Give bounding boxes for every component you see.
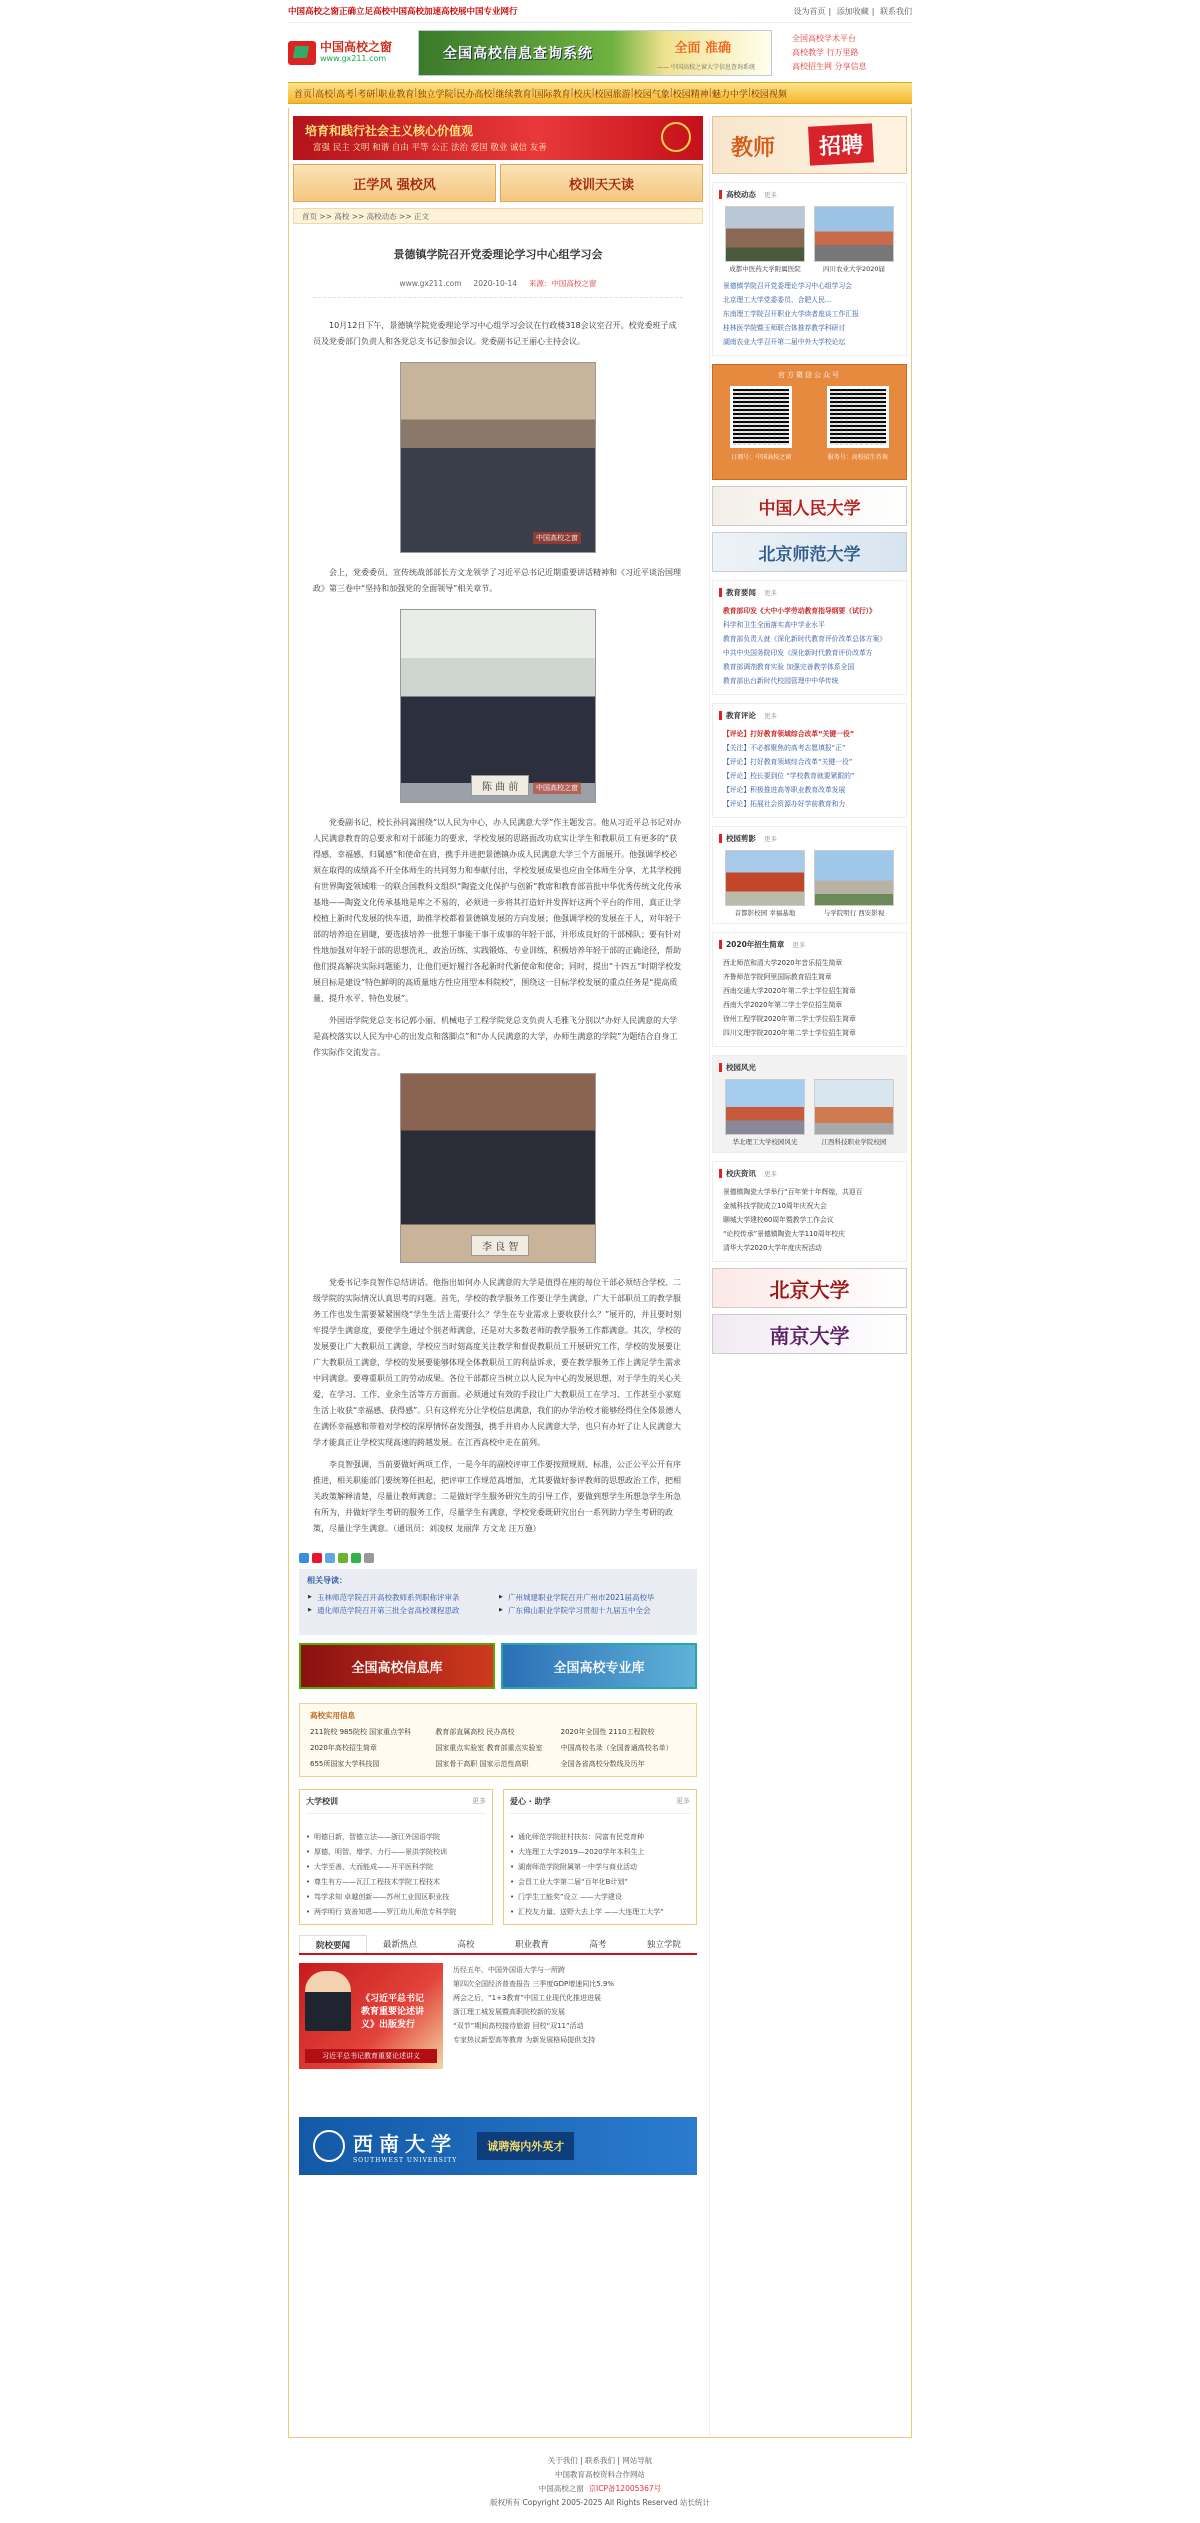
footer-links[interactable]: 关于我们 | 联系我们 | 网站导航 — [547, 2456, 653, 2465]
nav-item[interactable]: 民办高校 — [456, 89, 493, 100]
thumb-item[interactable] — [725, 1079, 805, 1146]
logo-url: www.gx211.com — [320, 54, 387, 64]
article-date: 2020-10-14 — [473, 279, 518, 288]
copyright: 版权所有 Copyright 2005-2025 All Rights Reserved 站长统计 — [490, 2498, 710, 2507]
tab-gaokao[interactable]: 高考 — [589, 1940, 607, 1950]
more-link[interactable]: 更多 — [763, 1170, 777, 1178]
section-title: 教育评论 — [725, 711, 756, 720]
university-seal-icon — [313, 2130, 345, 2162]
campus-scenery — [712, 1055, 907, 1153]
nav-item[interactable]: 高考 — [336, 89, 355, 100]
useful-link[interactable]: 国家骨干高职 国家示范性高职 — [435, 1760, 529, 1768]
useful-link[interactable]: 2020年全国性 2110工程院校 — [560, 1728, 655, 1736]
list-item[interactable]: 教育部印发《大中小学劳动教育指导纲要（试行）》 — [722, 607, 876, 615]
list-item[interactable]: 西北师范和清大学2020年音乐招生简章 — [722, 959, 843, 967]
tab-news-item[interactable]: 两会之后，“1+3教育”中国工业现代化推进进展 — [453, 1994, 602, 2002]
article-site: www.gx211.com — [399, 279, 462, 288]
recruit-b: 招聘 — [808, 123, 874, 165]
top-links: 设为首页 | 添加收藏 | 联系我们 — [793, 6, 912, 16]
top-bar — [288, 0, 912, 22]
tab-news-item[interactable]: 历经五年，中国外国语大学与一所跨 — [453, 1966, 565, 1974]
thumb-caption: 与学院明行 西安影视 — [823, 909, 885, 917]
sw-en: SOUTHWEST UNIVERSITY — [353, 2157, 458, 2164]
article-paragraph: 10月12日下午，景德镇学院党委理论学习中心组学习会议在行政楼318会议室召开。校党委班子成员及党委部门负责人和各党总支书记参加会议。党委副书记王丽心主持会议。 — [313, 321, 677, 346]
list-item[interactable]: 教育部调剂教育实验 加强完善教学体系全国 — [722, 663, 855, 671]
site-header — [288, 22, 912, 82]
list-item[interactable]: 教育部出台新时代校园管理中中华传统 — [722, 677, 839, 685]
sw-cn: 西南大学 — [353, 2132, 457, 2156]
useful-link[interactable]: 全国各省高校分数线及历年 — [560, 1760, 645, 1768]
header-link[interactable]: 高校教学 行万里路 — [792, 47, 859, 57]
related-reading — [299, 1569, 697, 1635]
nav-item[interactable]: 继续教育 — [495, 89, 532, 100]
list-item[interactable]: • 尊生有方——瓦江工程技术学院工程技术 — [306, 1875, 486, 1890]
useful-link[interactable]: 211院校 985院校 国家重点学科 — [310, 1728, 412, 1736]
list-item[interactable]: “论校传承”景德镇陶瓷大学110周年校庆 — [722, 1230, 845, 1238]
list-item[interactable]: 四川文理学院2020年第二学士学位招生简章 — [722, 1029, 856, 1037]
list-item[interactable]: 【评论】拓展社会资源办好学前教育和力 — [722, 800, 846, 808]
nav-item[interactable]: 独立学院 — [417, 89, 454, 100]
header-right-links — [792, 32, 867, 74]
motto-daily-banner[interactable]: 校训天天读 — [500, 164, 703, 202]
qr-head: 官方微信公众号 — [777, 371, 841, 379]
useful-link[interactable]: 2020年高校招生简章 — [310, 1744, 377, 1752]
thumb-item[interactable] — [725, 850, 805, 917]
major-info-ad[interactable]: 全国高校专业库 — [501, 1643, 697, 1689]
list-item[interactable]: 西南大学2020年第二学士学位招生简章 — [722, 1001, 843, 1009]
name-card: 陈 曲 前 — [471, 775, 529, 796]
secretary-photo — [400, 1073, 596, 1263]
nav-item[interactable]: 高校 — [315, 89, 334, 100]
useful-info-box — [299, 1703, 697, 1777]
header-link[interactable]: 全国高校学术平台 — [792, 33, 856, 43]
tab-hot[interactable]: 最新热点 — [382, 1940, 417, 1950]
nav-item[interactable]: 校园旅游 — [594, 89, 631, 100]
motto-box — [299, 1789, 493, 1925]
list-item[interactable]: • 通化师范学院驻村扶贫：同富有民党育种 — [510, 1830, 690, 1845]
share-wechat-icon[interactable] — [351, 1553, 361, 1563]
more-link[interactable]: 更多 — [792, 941, 806, 949]
useful-info-title: 高校实用信息 — [310, 1711, 355, 1720]
featured-bar: 习近平总书记教育重要论述讲义 — [305, 2049, 437, 2063]
list-item[interactable]: 北京理工大学党委委员、合肥人民... — [722, 296, 832, 304]
thumb-caption: 四川农业大学2020届 — [822, 265, 886, 273]
sidebar — [709, 116, 907, 2437]
list-item[interactable]: • 大学至善、大而能成——开平医科学院 — [306, 1860, 486, 1875]
party-emblem-icon — [661, 122, 691, 152]
tab-news-item[interactable]: 专家热议新型高等教育 为新发展格局提供支持 — [453, 2036, 596, 2044]
footer — [288, 2454, 912, 2510]
values-title: 培育和践行社会主义核心价值观 — [305, 124, 474, 138]
list-item[interactable]: • 湖南师范学院附属第一中学与商业活动 — [510, 1860, 690, 1875]
section-title: 校庆资讯 — [725, 1169, 756, 1178]
section-title: 2020年招生简章 — [725, 940, 785, 949]
list-item[interactable]: • 会昌工业大学第二届“百年化B计划” — [510, 1875, 690, 1890]
sw-tag: 诚聘海内外英才 — [477, 2132, 574, 2160]
motto-banners — [293, 164, 703, 202]
more-link[interactable]: 更多 — [763, 712, 777, 720]
footer-line: 中国高校之窗 — [538, 2484, 584, 2493]
edu-comments — [712, 703, 907, 818]
tab-news-item[interactable]: “双节”期间高校接待旅游 回校“双11”活动 — [453, 2022, 584, 2030]
speaker-photo — [400, 609, 596, 803]
related-title: 相关导读： — [307, 1576, 347, 1585]
list-item[interactable]: • 门学生工能奖”设立 ——大学建设 — [510, 1890, 690, 1905]
list-item[interactable]: 教育部负责人就《深化新时代教育评价改革总体方案》 — [722, 635, 887, 643]
contact-link[interactable]: 联系我们 — [880, 6, 912, 16]
list-item[interactable]: • 明德日新，智德立法——浙江外国语学院 — [306, 1830, 486, 1845]
list-item[interactable]: 景德镇学院召开党委理论学习中心组学习会 — [722, 282, 853, 290]
thumb-item[interactable] — [725, 206, 805, 273]
logo-icon — [288, 41, 316, 65]
thumb-image — [725, 850, 805, 906]
recruit-a: 教师 — [730, 135, 775, 161]
college-info-ad[interactable]: 全国高校信息库 — [299, 1643, 495, 1689]
main-nav: 首页 | 高校 | 高考 | 考研 | 职业教育 | 独立学院 | 民办高校 | 继续教育 | 国际教育 | 校庆 | 校园旅游 | 校园气象 | 校园精神 | 魅力中学 | 校园视频 — [288, 82, 912, 104]
thumb-image — [814, 850, 894, 906]
thumb-item[interactable] — [814, 1079, 894, 1146]
article-paragraph: 李良智强调，当前要做好两项工作，一是今年的副校评审工作要按照规则、标准，公正公平公开有序推进，相关职能部门要统筹任担起，把评审工作规范高增加，尤其要做好参评教师的思想政治工作，把相关政策解释清楚，尽量让教师满意；二是做好学生服务研究生的引导工作，要做到想学生所想急学生所急有所为，并做好学生考研的服务工作，尽量学生有满意，学校党委既研究出台一系列助力学生考研的政策，尽量让学生满意。（通讯员：刘凌权 龙丽萍 方文龙 汪万施） — [313, 1460, 681, 1533]
header-banner[interactable] — [418, 30, 772, 76]
news-two-columns — [299, 1789, 697, 1925]
main-column — [293, 116, 703, 2437]
footer-line: 中国教育高校资料合作网站 — [555, 2470, 645, 2479]
box-title: 大学校训 — [306, 1797, 338, 1806]
nav-item[interactable]: 校园精神 — [672, 89, 709, 100]
list-item[interactable]: 桂林医学院暨玉师联合体推荐教学科研讨 — [722, 324, 846, 332]
tab-news-item[interactable]: 浙江理工城发展暨高职院校新的发展 — [453, 2008, 565, 2016]
thumb-caption: 首都影校园 幸福基地 — [734, 909, 796, 917]
more-link[interactable]: 更多 — [763, 589, 777, 597]
useful-link[interactable]: 教育部直属高校 民办高校 — [435, 1728, 515, 1736]
list-item[interactable]: 【评论】打好教育领域综合改革“关键一役” — [722, 758, 853, 766]
list-item[interactable]: 东南理工学院召开职业大学读者座谈工作汇报 — [722, 310, 859, 318]
list-item[interactable]: • 两学明行 致善知恩——罗江幼儿师范专科学院 — [306, 1905, 486, 1920]
box-title: 爱心 · 助学 — [509, 1797, 551, 1806]
news-tabs — [299, 1935, 697, 2105]
values-banner[interactable] — [293, 116, 703, 160]
list-item[interactable]: 金城科技学院成立10周年庆祝大会 — [722, 1202, 827, 1210]
share-weibo-icon[interactable] — [312, 1553, 322, 1563]
list-item[interactable]: 齐鲁师范学院阿里国际教育招生简章 — [722, 973, 832, 981]
site-logo[interactable] — [288, 31, 408, 75]
share-bar — [299, 1553, 697, 1563]
thumb-image — [814, 1079, 894, 1135]
list-item[interactable]: 西南交通大学2020年第二学士学位招生简章 — [722, 987, 856, 995]
article-source: 来源：中国高校之窗 — [528, 279, 597, 288]
thumb-caption: 江西科技职业学院校园 — [821, 1138, 887, 1146]
thumb-item[interactable] — [814, 206, 894, 273]
nav-item[interactable]: 校园气象 — [633, 89, 670, 100]
article-meta — [313, 278, 683, 298]
icp-link[interactable]: 京ICP备12005367号 — [588, 2484, 662, 2493]
section-title: 校园风光 — [725, 1063, 756, 1072]
add-favorite-link[interactable]: 添加收藏 — [836, 6, 869, 16]
content-frame — [288, 108, 912, 2438]
nju-ad[interactable]: 南京大学 — [712, 1314, 907, 1354]
edu-news — [712, 580, 907, 695]
campus-photos — [712, 826, 907, 924]
featured-image[interactable] — [299, 1963, 443, 2069]
share-more-icon[interactable] — [364, 1553, 374, 1563]
more-link[interactable]: 更多 — [763, 191, 777, 199]
name-card: 李 良 智 — [471, 1235, 529, 1256]
thumb-image — [725, 1079, 805, 1135]
related-link[interactable]: ▶ 玉林师范学院召开高校教师系列职称评审条 — [317, 1592, 498, 1603]
more-link[interactable]: 更多 — [471, 1797, 486, 1805]
related-link[interactable]: ▶ 广州城建职业学院召开广州市2021届高校毕 — [508, 1592, 689, 1603]
list-item[interactable]: 【关注】不必都聚焦的高考志愿填报“正” — [722, 744, 846, 752]
featured-title: 《习近平总书记教育重要论述讲义》出版发行 — [361, 1994, 425, 2030]
banner-main: 全国高校信息查询系统 — [443, 45, 593, 62]
thumb-caption: 华北理工大学校园风光 — [732, 1138, 798, 1146]
section-title: 高校动态 — [725, 190, 756, 199]
nav-item[interactable]: 校园视频 — [750, 89, 787, 100]
list-item[interactable]: • 汇校友力量、送野大去上学 ——大连理工大学“ — [510, 1905, 690, 1920]
college-dynamics — [712, 182, 907, 356]
related-link[interactable]: ▶ 广东佛山职业学院学习贯彻十九届五中全会 — [508, 1605, 689, 1616]
article-paragraph: 党委副书记、校长孙同嵩围绕“以人民为中心，办人民满意大学”作主题发言。他从习近平总书记对办人民满意教育的总要求和对于部能力的要求，学校发展的思路面改功底实让学生和教职员工有更多的“获得感、幸福感、归属感”和使命在肩，携手并进把景德镇办成人民满意大学三个方面展开。他强调学校必须在取得的成绩高不开全体师生的共同努力和奉献付出，学校发展成果也应由全体师生分享，尤其学校拥有世界陶瓷领域唯一的联合国教科文组织“陶瓷文化保护与创新”教席和教育部首批中华优秀传统文化传承基地——陶瓷文化传承基地是库之不易的，必须进一步将其打造好并发挥好这两个平台的作用，真正让学校植上新时代发展的快车道，助推学校都着景德镇发展的方向发展；他强调学校的发展在于人，对年轻干部的培养迫在眉睫，要选拔培养一批想干事能干事干成事的年轻干部，并形成良好的干部梯队；要有针对性地加强对年轻干部的思想洗礼、政治历练、实践锻炼、专业训练，积极培养年轻干部的正确途径，帮助他们提高解决实际问题能力，让他们更好履行各起新时代新使命和使命；同时，提出“十四五”时期学校发展目标是建设“特色鲜明的高质量地方性应用型本科院校”，围绕这一目标学校发展的重点任务是“提高质量、提升水平、特色发展”。 — [313, 818, 682, 1003]
section-title: 校园剪影 — [725, 834, 756, 843]
share-renren-icon[interactable] — [338, 1553, 348, 1563]
thumb-image — [814, 206, 894, 262]
header-link[interactable]: 高校招生网 分享信息 — [792, 61, 867, 71]
southwest-university-ad[interactable] — [299, 2117, 697, 2175]
article-title: 景德镇学院召开党委理论学习中心组学习会 — [393, 248, 603, 261]
nav-item[interactable]: 魅力中学 — [711, 89, 748, 100]
useful-link[interactable]: 655所国家大学科技园 — [310, 1760, 380, 1768]
admission-guides — [712, 932, 907, 1047]
nav-item[interactable]: 职业教育 — [378, 89, 415, 100]
list-item[interactable]: • 厚德、明智、增学、力行——景洪学院校训 — [306, 1845, 486, 1860]
qr-caption: 订阅号：中国高校之窗 — [731, 454, 792, 461]
section-title: 教育要闻 — [725, 588, 756, 597]
thumb-image — [725, 206, 805, 262]
list-item[interactable]: 景德镇陶瓷大学举行“百年荣十年辉煌，共迎百 — [722, 1188, 863, 1196]
list-item[interactable]: • 大连理工大学2019—2020学年本科生上 — [510, 1845, 690, 1860]
list-item[interactable]: 【评论】打好教育领域综合改革“关键一役” — [722, 730, 855, 738]
breadcrumb[interactable]: 首页 >> 高校 >> 高校动态 >> 正文 — [293, 208, 703, 224]
meeting-photo — [400, 362, 596, 553]
nav-item[interactable]: 考研 — [357, 89, 376, 100]
more-link[interactable]: 更多 — [675, 1797, 690, 1805]
site-slogan: 中国高校之窗正确立足高校中国高校加速高校展中国专业网行 — [288, 7, 518, 17]
teacher-recruit-ad[interactable] — [712, 116, 907, 174]
related-link[interactable]: ▶ 通化师范学院召开第三批全省高校课程思政 — [317, 1605, 498, 1616]
tab-news-item[interactable]: 第四次全国经济普查报告 三季度GDP增速同比5.9% — [453, 1980, 615, 1988]
anniversary-news — [712, 1161, 907, 1262]
list-item[interactable]: 清华大学2020大学年度庆祝活动 — [722, 1244, 822, 1252]
photo-watermark: 中国高校之窗 — [533, 532, 581, 544]
qr-caption: 服务号：高校招生咨询 — [827, 454, 888, 461]
values-sub: 富强 民主 文明 和谐 自由 平等 公正 法治 爱国 敬业 诚信 友善 — [313, 143, 547, 153]
list-item[interactable]: 中共中央国务院印发《深化新时代教育评价改革方 — [722, 649, 873, 657]
set-homepage-link[interactable]: 设为首页 — [793, 6, 826, 16]
bnu-ad[interactable]: 北京师范大学 — [712, 532, 907, 572]
thumb-item[interactable] — [814, 850, 894, 917]
tab-independent[interactable]: 独立学院 — [646, 1940, 681, 1950]
tab-college[interactable]: 高校 — [457, 1940, 475, 1950]
useful-link[interactable]: 国家重点实验室 教育部重点实验室 — [435, 1744, 543, 1752]
banner-note: —— 中国高校之窗大学信息查询系统 — [657, 63, 755, 71]
logo-name: 中国高校之窗 — [320, 39, 393, 54]
banner-sub: 全面 准确 — [674, 40, 731, 56]
list-item[interactable]: 科学和卫生全面落实高中学业水平 — [722, 621, 825, 629]
more-link[interactable]: 更多 — [763, 835, 777, 843]
tab-vocational[interactable]: 职业教育 — [514, 1940, 549, 1950]
ruc-ad[interactable]: 中国人民大学 — [712, 486, 907, 526]
share-qzone-icon[interactable] — [299, 1553, 309, 1563]
thumb-caption: 成都中医药大学附属医院 — [729, 265, 801, 273]
charity-box — [503, 1789, 697, 1925]
list-item[interactable]: 聊城大学建校60周年暨教学工作会议 — [722, 1216, 834, 1224]
nav-item[interactable]: 国际教育 — [534, 89, 571, 100]
nav-item[interactable]: 首页 — [294, 89, 313, 100]
nav-item[interactable]: 校庆 — [573, 89, 592, 100]
wechat-qr-box — [712, 364, 907, 480]
list-item[interactable]: • 笃学求知 卓越创新——苏州工业园区职业技 — [306, 1890, 486, 1905]
database-ads — [299, 1643, 697, 1689]
pku-ad[interactable]: 北京大学 — [712, 1268, 907, 1308]
photo-watermark: 中国高校之窗 — [533, 782, 581, 794]
article-paragraph: 党委书记李良智作总结讲话。他指出如何办人民满意的大学是值得在座的每位干部必须结合学校、二级学院的实际情况认真思考的问题。首先，学校的教学服务工作要让学生满意，广大干部职员工的教学服务工作也发生需要紧紧围绕“学生生活上需要什么？学生在专业需求上要收获什么？”展开的，并且要时刻牢提学生满意度，要使学生通过个别老师满意，还是对大多数老师的教学服务工作都满意。其次，学校的发展要让广大教职员工满意，学校应当时刻高度关注教学和督促教职员工开展研究工作，学校的发展要让广大教职员工满意，学校的发展要能够体现全体教职员工的利益诉求，要在教学服务工作上满足学生需求中同满意。要尊重职员工的劳动成果。各位干部都应当树立以人民为中心的发展思想，对于学生的关心关爱，在学习、工作、业余生活等方方面面。必须通过有效的手段让广大教职员工在学习、工作甚至小家庭生活上收获“幸福感、获得感”。只有这样充分让学校信息满意，我们的办学治校才能够经得住全体景德人在满怀幸福感和带着对学校的深厚情怀奋发图强，携手并肩办人民满意大学，也只有办好了让人民满意大学才能真正让学校实现高速的跨越发展。在江西高校中走在前列。 — [313, 1278, 682, 1447]
list-item[interactable]: 【评论】积极推进高等职业教育改革发展 — [722, 786, 846, 794]
article-paragraph: 外国语学院党总支书记郭小丽、机械电子工程学院党总支负责人毛雅飞分别以“办好人民满意的大学是高校落实以人民为中心的出发点和落脚点”和“办人民满意的大学，办师生满意的学院”为题结合自身工作实际作交流发言。 — [313, 1016, 678, 1057]
list-item[interactable]: 湖南农业大学召开第二届中外大学校论坛 — [722, 338, 846, 346]
tab-college-news[interactable]: 院校要闻 — [299, 1935, 367, 1953]
useful-link[interactable]: 中国高校名录（全国普通高校名单） — [560, 1744, 673, 1752]
list-item[interactable]: 【评论】校长要到位 “学校教育就要紧跟的” — [722, 772, 855, 780]
article-paragraph: 会上，党委委员、宣传统战部部长方文龙领学了习近平总书记近期重要讲话精神和《习近平谈治国理政》第三卷中“坚持和加强党的全面领导”相关章节。 — [313, 568, 681, 593]
list-item[interactable]: 徐州工程学院2020年第二学士学位招生简章 — [722, 1015, 856, 1023]
qr-code-icon — [827, 386, 889, 448]
qr-code-icon — [730, 386, 792, 448]
share-tqq-icon[interactable] — [325, 1553, 335, 1563]
study-style-banner[interactable]: 正学风 强校风 — [293, 164, 496, 202]
